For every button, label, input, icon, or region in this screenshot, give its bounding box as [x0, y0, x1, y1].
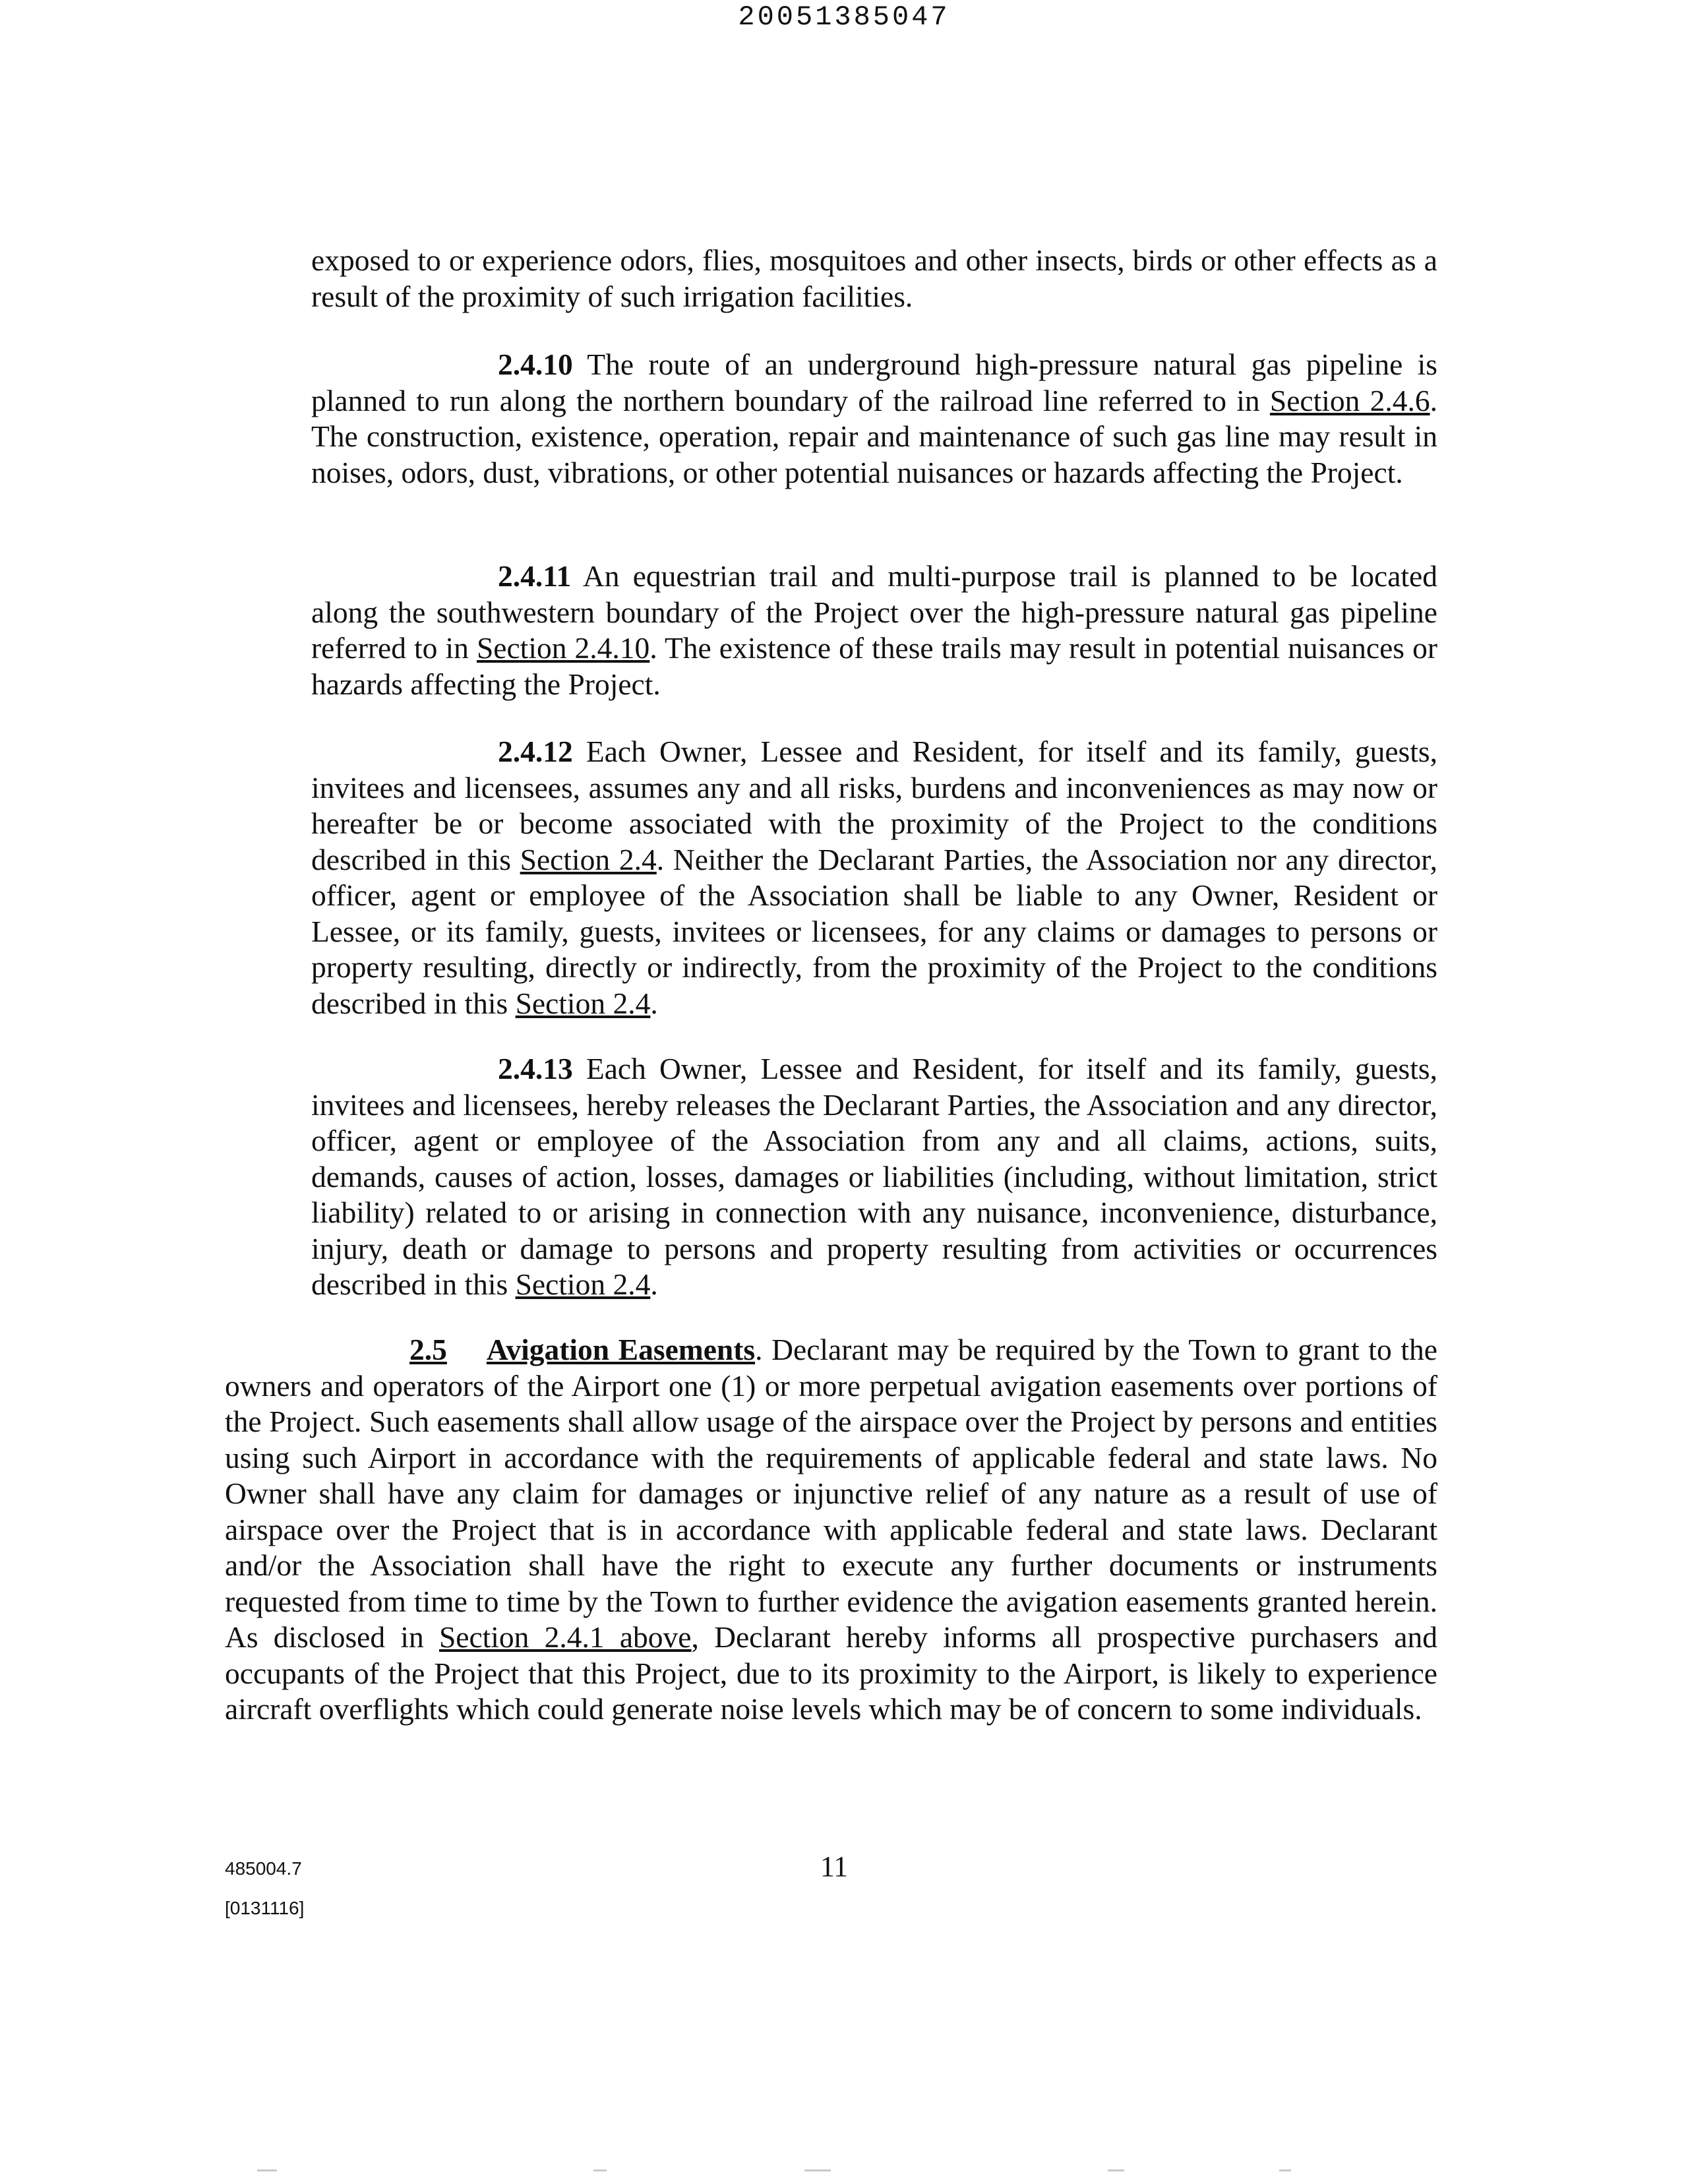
section-reference: Section 2.4.1 above	[438, 1620, 692, 1654]
paragraph-text: Each Owner, Lessee and Resident, for itself and its family, guests, invitees and licensees, hereby releases the Declarant Parties, the Association and any director, officer, agent or employee of the Association from any and all claims, actions, suits, demands, causes of action, losses, damages or liabilities (including, without limitation, strict liability) related to or arising in connection with any nuisance, inconvenience, disturbance, injury, death or damage to persons and property resulting from activities or occurrences described in this	[311, 1052, 1437, 1301]
paragraph-text: The route of an underground high-pressure natural gas pipeline is planned to run along the northern boundary of the railroad line referred to in	[311, 348, 1437, 417]
footer-doc-code: 485004.7	[225, 1858, 302, 1879]
section-number: 2.4.10	[498, 348, 573, 381]
paragraph-2-4-10	[311, 347, 1437, 491]
paragraph-text: , Declarant hereby informs all prospective purchasers and occupants of the Project that this Project, due to its proximity to the Airport, is likely to experience aircraft overflights which could generate noise levels which may be of concern to some individuals.	[225, 1620, 1438, 1726]
paragraph-text: Each Owner, Lessee and Resident, for itself and its family, guests, invitees and licensees, assumes any and all risks, burdens and inconveniences as may now or hereafter be or become associated with the proximity of the Project to the conditions described in this	[311, 735, 1437, 876]
paragraph-2-4-13	[311, 1051, 1437, 1303]
paragraph-text: . Declarant may be required by the Town to grant to the owners and operators of the Airport one (1) or more perpetual avigation easements over portions of the Project. Such easements shall allow usage of the airspace over the Project by persons and entities using such Airport in accordance with the requirements of applicable federal and state laws. No Owner shall have any claim for damages or injunctive relief of any nature as a result of use of airspace over the Project that is in accordance with applicable federal and state laws. Declarant and/or the Association shall have the right to execute any further documents or instruments requested from time to time by the Town to further evidence the avigation easements granted herein. As disclosed in	[225, 1333, 1437, 1654]
paragraph-text: .	[650, 986, 658, 1020]
doc-number: 20051385047	[738, 1, 950, 33]
scan-artifact	[593, 2169, 607, 2171]
section-title: Avigation Easements	[486, 1333, 756, 1366]
section-number: 2.4.13	[498, 1052, 573, 1085]
paragraph-text: . The existence of these trails may result in potential nuisances or hazards affecting the Project.	[311, 631, 1437, 701]
scan-artifact	[1108, 2169, 1124, 2171]
section-number: 2.5	[409, 1333, 447, 1366]
section-reference: Section 2.4.10	[476, 631, 650, 665]
paragraph-text: . The construction, existence, operation, repair and maintenance of such gas line may result in noises, odors, dust, vibrations, or other potential nuisances or hazards affecting the Project.	[311, 383, 1437, 489]
section-number: 2.4.12	[498, 735, 573, 768]
paragraph-2-5	[225, 1332, 1437, 1728]
section-number: 2.4.11	[498, 559, 572, 593]
paragraph-text: An equestrian trail and multi-purpose trail is planned to be located along the southwestern boundary of the Project over the high-pressure natural gas pipeline referred to in	[311, 559, 1437, 665]
paragraph-2-4-12	[311, 734, 1437, 1021]
paragraph-text: exposed to or experience odors, flies, mosquitoes and other insects, birds or other effects as a result of the proximity of such irrigation facilities.	[311, 243, 1437, 313]
footer-client-code: [0131116]	[225, 1898, 305, 1918]
scan-artifact	[1279, 2169, 1291, 2171]
scan-artifact	[257, 2169, 277, 2171]
section-reference: Section 2.4.6	[1269, 383, 1430, 417]
section-reference: Section 2.4	[515, 986, 651, 1020]
paragraph-continued	[311, 243, 1437, 315]
section-reference: Section 2.4	[520, 842, 657, 876]
paragraph-2-4-11	[311, 559, 1437, 702]
paragraph-text: . Neither the Declarant Parties, the Association nor any director, officer, agent or employee of the Association shall be liable to any Owner, Resident or Lessee, or its family, guests, invitees or licensees, for any claims or damages to persons or property resulting, directly or indirectly, from the proximity of the Project to the conditions described in this	[311, 842, 1438, 1020]
page-number: 11	[820, 1850, 849, 1883]
section-reference: Section 2.4	[515, 1267, 651, 1301]
scan-artifact	[804, 2169, 831, 2171]
paragraph-text: .	[650, 1267, 658, 1301]
